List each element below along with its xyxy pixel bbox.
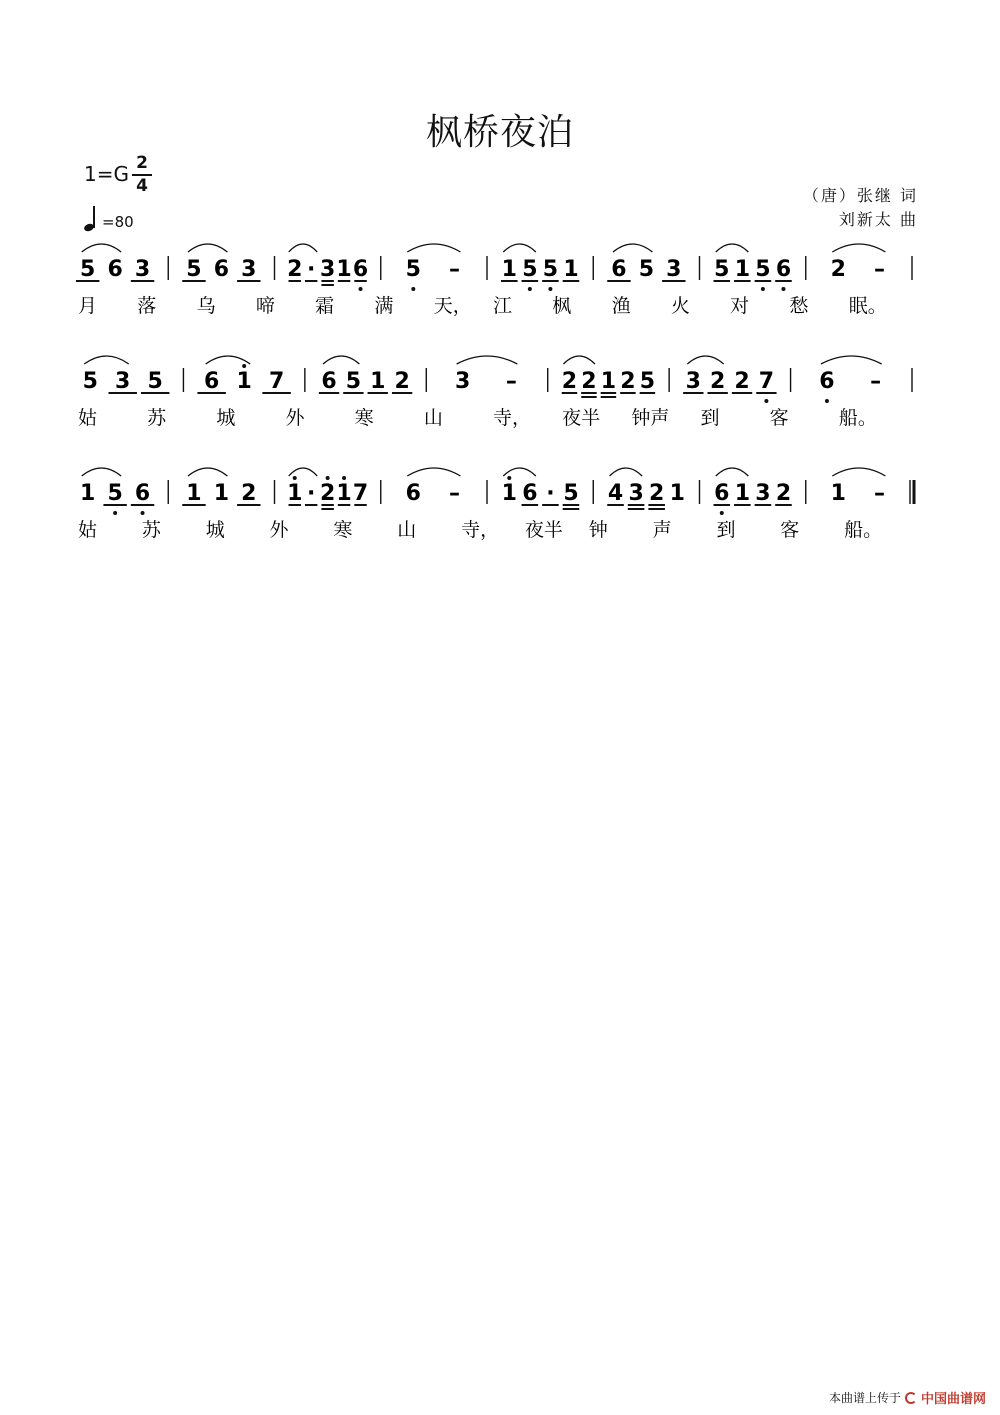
note: 3 (755, 481, 771, 506)
slur (188, 468, 227, 476)
note: 6 (134, 481, 151, 506)
note: 5 (186, 257, 202, 282)
slur (407, 244, 460, 252)
footer-site: 中国曲谱网 (920, 1392, 986, 1407)
lyric-word: 寺， (461, 519, 500, 541)
high-octave-dot (293, 476, 297, 480)
lyric-word: 满 (374, 295, 394, 317)
note: · (546, 481, 555, 506)
lyric-word: 苏 (141, 519, 161, 541)
lyric-word: 山 (397, 519, 417, 541)
slur (407, 468, 460, 476)
high-octave-dot (326, 476, 330, 480)
note: 5 (82, 369, 98, 394)
note: 5 (755, 257, 771, 282)
low-octave-dot (548, 287, 552, 291)
lyric-word: 落 (137, 295, 157, 317)
lyric-word: 姑 (78, 519, 98, 541)
note: 2 (241, 481, 257, 506)
low-octave-dot (761, 287, 765, 291)
lyric-word: 寒 (333, 519, 353, 541)
lyric-word: 山 (423, 407, 443, 429)
note: 1 (213, 481, 230, 506)
lyric-word: 江 (493, 295, 513, 317)
high-octave-dot (342, 476, 346, 480)
note: 3 (666, 257, 682, 282)
lyric-word: 姑 (78, 407, 98, 429)
note: 6 (775, 257, 792, 282)
slur (323, 356, 359, 364)
lyric-word: 船。 (844, 519, 883, 541)
note: – (873, 481, 885, 506)
note: · (306, 481, 316, 506)
footer (829, 1388, 986, 1407)
note: 5 (405, 257, 421, 282)
lyric-word: 霜 (315, 295, 335, 317)
high-octave-dot (507, 476, 511, 480)
note: 2 (581, 369, 597, 394)
note: 6 (522, 481, 538, 506)
note: 1 (734, 481, 750, 506)
slur (188, 244, 227, 252)
note: 6 (714, 481, 730, 506)
slur (716, 244, 749, 252)
low-octave-dot (359, 287, 363, 291)
slur (563, 356, 594, 364)
slur (716, 468, 749, 476)
slur (289, 468, 317, 476)
low-octave-dot (411, 287, 415, 291)
note: 1 (563, 257, 579, 282)
low-octave-dot (781, 287, 785, 291)
note: 5 (107, 481, 123, 506)
lyric-word: 到 (700, 407, 720, 429)
note: 2 (620, 369, 636, 394)
note: 3 (241, 257, 257, 282)
tempo-value: =80 (102, 213, 134, 231)
note: 1 (501, 257, 517, 282)
note: 6 (321, 369, 337, 394)
note: 1 (336, 257, 352, 282)
note: – (870, 369, 882, 394)
note: 1 (734, 257, 750, 282)
note: – (448, 257, 460, 282)
note: 3 (134, 257, 151, 282)
lyric-word: 啼 (255, 295, 275, 317)
low-octave-dot (764, 399, 768, 403)
lyric-word: 眠。 (848, 295, 887, 317)
slur (610, 468, 643, 476)
note: 5 (147, 369, 163, 394)
note: 6 (107, 257, 123, 282)
lyric-word: 苏 (147, 407, 167, 429)
lyric-word: 月 (78, 295, 98, 317)
note: 5 (563, 481, 579, 506)
lyric-word: 对 (730, 295, 750, 317)
lyric-word: 声 (652, 519, 672, 541)
note: 1 (600, 369, 617, 394)
lyric-word: 火 (670, 295, 690, 317)
slur (613, 244, 652, 252)
low-octave-dot (141, 511, 145, 515)
lyric-word: 愁 (789, 295, 809, 317)
slur (832, 468, 885, 476)
note: 3 (319, 257, 336, 282)
note: 3 (685, 369, 701, 394)
slur (84, 356, 128, 364)
lyric-word: 客 (769, 407, 789, 429)
lyric-word: 城 (216, 407, 236, 429)
note: 6 (405, 481, 421, 506)
note: – (873, 257, 885, 282)
lyric-word: 夜半 (524, 519, 563, 541)
note: 7 (268, 369, 285, 394)
note: 5 (522, 257, 538, 282)
lyric-word: 天， (433, 295, 472, 317)
note: 2 (830, 257, 846, 282)
note: 5 (638, 257, 655, 282)
note: 3 (115, 369, 131, 394)
note: 6 (352, 257, 369, 282)
lyric-word: 乌 (196, 295, 216, 317)
note: 2 (287, 257, 303, 282)
note: 5 (345, 369, 362, 394)
note: 1 (501, 481, 517, 506)
slur (82, 244, 121, 252)
note: 1 (336, 481, 352, 506)
slur (82, 468, 121, 476)
note: 6 (819, 369, 835, 394)
note: 2 (394, 369, 410, 394)
lyric-word: 寒 (354, 407, 374, 429)
note: 5 (542, 257, 559, 282)
slur (206, 356, 250, 364)
note: 3 (454, 369, 471, 394)
slur (503, 244, 536, 252)
note: 1 (236, 369, 252, 394)
note: 1 (669, 481, 685, 506)
note: 2 (649, 481, 665, 506)
high-octave-dot (242, 364, 246, 368)
note: 2 (561, 369, 578, 394)
lyric-word: 钟声 (631, 407, 670, 429)
slur (457, 356, 518, 364)
key-signature: 1=G (84, 162, 129, 186)
note: 1 (830, 481, 846, 506)
note: 5 (714, 257, 730, 282)
score-notation (0, 0, 1000, 600)
lyric-word: 外 (269, 519, 289, 541)
note: 1 (186, 481, 202, 506)
note: 6 (213, 257, 230, 282)
lyric-word: 枫 (552, 295, 572, 317)
lyric-word: 城 (205, 519, 225, 541)
lyric-word: 到 (716, 519, 736, 541)
lyric-word: 夜半 (562, 407, 601, 429)
lyric-word: 钟 (588, 519, 608, 541)
lyric-word: 外 (285, 407, 305, 429)
note: 1 (287, 481, 303, 506)
slur (687, 356, 723, 364)
site-logo-icon (905, 1392, 917, 1404)
meter-bottom: 4 (136, 176, 148, 196)
note: 7 (352, 481, 369, 506)
slur (503, 468, 536, 476)
note: 5 (639, 369, 656, 394)
note: 1 (80, 481, 96, 506)
note: 5 (80, 257, 96, 282)
page-title: 枫桥夜泊 (425, 112, 574, 153)
note: 1 (370, 369, 386, 394)
slur (289, 244, 317, 252)
lyric-word: 渔 (611, 295, 631, 317)
note: 6 (611, 257, 627, 282)
footer-text: 本曲谱上传于 (828, 1391, 901, 1405)
note: 2 (734, 369, 750, 394)
slur (821, 356, 882, 364)
slur (832, 244, 885, 252)
note: 2 (319, 481, 336, 506)
note: – (448, 481, 460, 506)
note: 2 (775, 481, 792, 506)
note: · (306, 257, 316, 282)
low-octave-dot (528, 287, 532, 291)
lyric-word: 寺， (493, 407, 532, 429)
note: 6 (204, 369, 220, 394)
lyric-word: 船。 (838, 407, 877, 429)
meter-top: 2 (136, 153, 148, 173)
note: 2 (710, 369, 726, 394)
note: 3 (628, 481, 644, 506)
low-octave-dot (825, 399, 829, 403)
low-octave-dot (720, 511, 724, 515)
note: 4 (607, 481, 624, 506)
lyric-word: 客 (780, 519, 800, 541)
lyricist-credit: （唐）张继 词 (802, 186, 918, 205)
composer-credit: 刘新太 曲 (838, 210, 918, 229)
note: – (505, 369, 517, 394)
low-octave-dot (113, 511, 117, 515)
note: 7 (758, 369, 775, 394)
